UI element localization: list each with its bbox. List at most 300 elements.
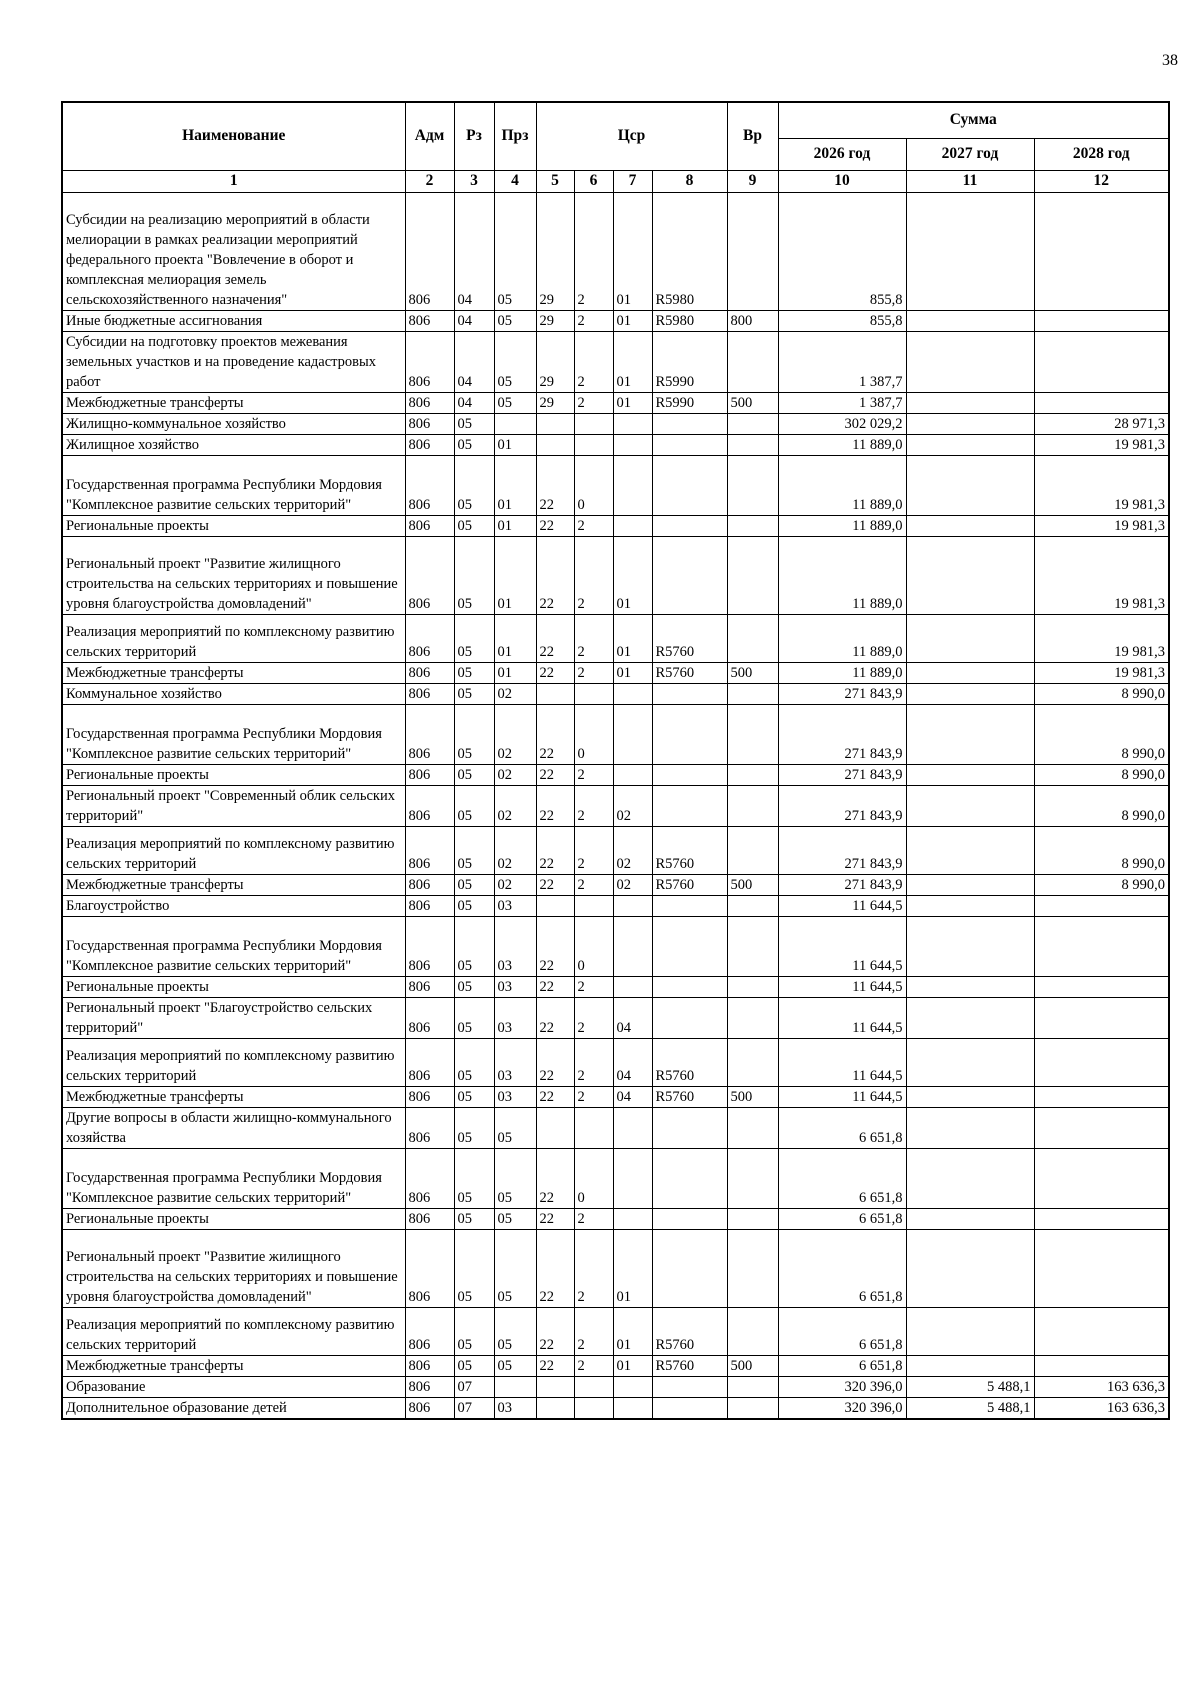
cell-prz: 03 <box>494 1038 536 1086</box>
cell-prz: 03 <box>494 997 536 1038</box>
cell-name: Субсидии на подготовку проектов межевания земельных участков и на проведение кадастровых работ <box>62 331 405 392</box>
cell-csr-direction <box>652 1229 727 1307</box>
table-row <box>62 1208 1169 1229</box>
cell-csr-type: 2 <box>574 1355 613 1376</box>
cell-csr-program: 22 <box>536 874 574 895</box>
cell-sum-2027: 5 488,1 <box>906 1397 1034 1419</box>
cell-csr-program: 22 <box>536 614 574 662</box>
cell-name: Межбюджетные трансферты <box>62 1355 405 1376</box>
cell-csr-type: 0 <box>574 1148 613 1208</box>
cell-csr-program <box>536 683 574 704</box>
cell-name: Государственная программа Республики Мордовия "Комплексное развитие сельских территорий" <box>62 455 405 515</box>
cell-sum-2028: 28 971,3 <box>1034 413 1169 434</box>
cell-sum-2026: 11 644,5 <box>778 1086 906 1107</box>
cell-name: Государственная программа Республики Мордовия "Комплексное развитие сельских территорий" <box>62 916 405 976</box>
cell-name: Образование <box>62 1376 405 1397</box>
cell-csr-direction: R5760 <box>652 614 727 662</box>
cell-csr-program: 29 <box>536 331 574 392</box>
cell-sum-2026: 302 029,2 <box>778 413 906 434</box>
cell-name: Межбюджетные трансферты <box>62 874 405 895</box>
cell-csr-program: 22 <box>536 515 574 536</box>
table-row <box>62 916 1169 976</box>
cell-name: Региональные проекты <box>62 764 405 785</box>
col-number: 10 <box>778 170 906 192</box>
cell-csr-program: 22 <box>536 1229 574 1307</box>
table-row <box>62 1148 1169 1208</box>
cell-csr-direction <box>652 764 727 785</box>
cell-sum-2026: 271 843,9 <box>778 704 906 764</box>
cell-csr-program: 22 <box>536 536 574 614</box>
cell-csr-direction: R5990 <box>652 331 727 392</box>
table-row <box>62 976 1169 997</box>
cell-csr-direction: R5760 <box>652 874 727 895</box>
cell-sum-2026: 6 651,8 <box>778 1148 906 1208</box>
cell-csr-program: 22 <box>536 826 574 874</box>
cell-csr-direction: R5760 <box>652 826 727 874</box>
table-row <box>62 331 1169 392</box>
cell-sum-2026: 11 889,0 <box>778 614 906 662</box>
table-row <box>62 1107 1169 1148</box>
cell-sum-2028 <box>1034 1086 1169 1107</box>
cell-rz: 05 <box>454 874 494 895</box>
cell-sum-2028 <box>1034 916 1169 976</box>
cell-sum-2028 <box>1034 192 1169 310</box>
cell-sum-2026: 11 889,0 <box>778 455 906 515</box>
cell-prz: 05 <box>494 1355 536 1376</box>
cell-sum-2028: 8 990,0 <box>1034 764 1169 785</box>
cell-csr-program: 22 <box>536 916 574 976</box>
table-header <box>62 102 1169 192</box>
table-row <box>62 536 1169 614</box>
cell-sum-2027 <box>906 192 1034 310</box>
cell-sum-2026: 1 387,7 <box>778 392 906 413</box>
cell-sum-2027 <box>906 614 1034 662</box>
cell-name: Субсидии на реализацию мероприятий в области мелиорации в рамках реализации мероприятий федерального проекта "Вовлечение в оборот и комплексная мелиорация земель сельскохозяйственного назначения" <box>62 192 405 310</box>
cell-vr <box>727 785 778 826</box>
cell-csr-type <box>574 683 613 704</box>
cell-csr-program: 22 <box>536 997 574 1038</box>
cell-sum-2026: 320 396,0 <box>778 1376 906 1397</box>
table-row <box>62 1307 1169 1355</box>
cell-prz: 03 <box>494 976 536 997</box>
cell-vr: 500 <box>727 1086 778 1107</box>
cell-csr-project: 01 <box>613 662 652 683</box>
header-year-2026: 2026 год <box>778 138 906 170</box>
cell-csr-direction <box>652 1397 727 1419</box>
cell-rz: 05 <box>454 764 494 785</box>
cell-sum-2028: 8 990,0 <box>1034 683 1169 704</box>
cell-prz: 02 <box>494 704 536 764</box>
cell-sum-2027 <box>906 1148 1034 1208</box>
cell-vr <box>727 455 778 515</box>
cell-adm: 806 <box>405 434 454 455</box>
cell-vr <box>727 1229 778 1307</box>
cell-csr-project: 02 <box>613 874 652 895</box>
cell-rz: 05 <box>454 1148 494 1208</box>
cell-rz: 05 <box>454 976 494 997</box>
cell-adm: 806 <box>405 1397 454 1419</box>
page-number: 38 <box>1162 52 1178 69</box>
col-number: 4 <box>494 170 536 192</box>
cell-csr-type: 2 <box>574 392 613 413</box>
cell-csr-type: 2 <box>574 515 613 536</box>
cell-csr-direction <box>652 704 727 764</box>
cell-sum-2028: 163 636,3 <box>1034 1397 1169 1419</box>
cell-prz <box>494 413 536 434</box>
cell-prz: 05 <box>494 1208 536 1229</box>
cell-prz: 05 <box>494 1148 536 1208</box>
cell-csr-project: 01 <box>613 310 652 331</box>
header-name: Наименование <box>62 102 405 170</box>
cell-sum-2027 <box>906 455 1034 515</box>
cell-csr-direction <box>652 1376 727 1397</box>
cell-sum-2028 <box>1034 1208 1169 1229</box>
col-number: 11 <box>906 170 1034 192</box>
cell-sum-2028 <box>1034 1038 1169 1086</box>
col-number: 7 <box>613 170 652 192</box>
header-rz: Рз <box>454 102 494 170</box>
cell-name: Иные бюджетные ассигнования <box>62 310 405 331</box>
cell-name: Реализация мероприятий по комплексному развитию сельских территорий <box>62 1307 405 1355</box>
cell-sum-2026: 6 651,8 <box>778 1307 906 1355</box>
cell-name: Благоустройство <box>62 895 405 916</box>
cell-csr-project <box>613 434 652 455</box>
cell-adm: 806 <box>405 976 454 997</box>
cell-csr-direction <box>652 895 727 916</box>
cell-rz: 05 <box>454 916 494 976</box>
cell-sum-2027 <box>906 434 1034 455</box>
cell-adm: 806 <box>405 1148 454 1208</box>
cell-csr-direction <box>652 455 727 515</box>
cell-csr-type: 2 <box>574 1038 613 1086</box>
cell-csr-type: 2 <box>574 614 613 662</box>
cell-sum-2026: 6 651,8 <box>778 1229 906 1307</box>
cell-adm: 806 <box>405 997 454 1038</box>
cell-prz: 05 <box>494 1107 536 1148</box>
cell-sum-2027 <box>906 413 1034 434</box>
table-row <box>62 997 1169 1038</box>
cell-sum-2028: 19 981,3 <box>1034 536 1169 614</box>
table-row <box>62 614 1169 662</box>
cell-csr-project <box>613 976 652 997</box>
cell-prz: 02 <box>494 826 536 874</box>
cell-rz: 05 <box>454 683 494 704</box>
cell-csr-program <box>536 1107 574 1148</box>
cell-csr-project: 01 <box>613 392 652 413</box>
cell-rz: 05 <box>454 1355 494 1376</box>
cell-rz: 05 <box>454 662 494 683</box>
cell-csr-type: 2 <box>574 1208 613 1229</box>
cell-vr <box>727 764 778 785</box>
cell-sum-2026: 6 651,8 <box>778 1208 906 1229</box>
cell-csr-type: 2 <box>574 785 613 826</box>
cell-csr-direction <box>652 785 727 826</box>
cell-rz: 05 <box>454 455 494 515</box>
cell-sum-2027 <box>906 916 1034 976</box>
cell-csr-program <box>536 413 574 434</box>
cell-vr: 800 <box>727 310 778 331</box>
cell-vr <box>727 683 778 704</box>
cell-rz: 05 <box>454 434 494 455</box>
cell-sum-2026: 320 396,0 <box>778 1397 906 1419</box>
cell-sum-2028 <box>1034 331 1169 392</box>
cell-vr <box>727 1208 778 1229</box>
table-row <box>62 1086 1169 1107</box>
cell-prz: 05 <box>494 192 536 310</box>
cell-sum-2027 <box>906 331 1034 392</box>
cell-csr-direction: R5760 <box>652 1086 727 1107</box>
cell-sum-2026: 271 843,9 <box>778 826 906 874</box>
cell-prz: 05 <box>494 1307 536 1355</box>
cell-sum-2028: 8 990,0 <box>1034 785 1169 826</box>
cell-csr-program: 29 <box>536 310 574 331</box>
cell-sum-2027 <box>906 764 1034 785</box>
col-number: 8 <box>652 170 727 192</box>
cell-rz: 05 <box>454 1038 494 1086</box>
cell-rz: 07 <box>454 1397 494 1419</box>
cell-vr: 500 <box>727 1355 778 1376</box>
cell-csr-type: 2 <box>574 764 613 785</box>
cell-adm: 806 <box>405 1376 454 1397</box>
table-row <box>62 515 1169 536</box>
cell-vr <box>727 515 778 536</box>
col-number: 6 <box>574 170 613 192</box>
cell-rz: 04 <box>454 331 494 392</box>
cell-rz: 05 <box>454 785 494 826</box>
cell-sum-2026: 11 644,5 <box>778 976 906 997</box>
table-row <box>62 826 1169 874</box>
cell-adm: 806 <box>405 1208 454 1229</box>
cell-csr-direction <box>652 997 727 1038</box>
cell-csr-project: 01 <box>613 1229 652 1307</box>
cell-csr-type <box>574 434 613 455</box>
cell-adm: 806 <box>405 1038 454 1086</box>
cell-csr-type: 2 <box>574 331 613 392</box>
cell-vr <box>727 192 778 310</box>
col-number: 2 <box>405 170 454 192</box>
cell-rz: 05 <box>454 515 494 536</box>
table-row <box>62 764 1169 785</box>
cell-prz: 05 <box>494 1229 536 1307</box>
cell-csr-program: 22 <box>536 785 574 826</box>
cell-adm: 806 <box>405 331 454 392</box>
table-row <box>62 1038 1169 1086</box>
cell-csr-type: 0 <box>574 704 613 764</box>
cell-vr <box>727 614 778 662</box>
cell-adm: 806 <box>405 683 454 704</box>
cell-csr-direction <box>652 1148 727 1208</box>
cell-sum-2028: 8 990,0 <box>1034 874 1169 895</box>
cell-csr-project <box>613 413 652 434</box>
cell-csr-project <box>613 1376 652 1397</box>
cell-prz: 02 <box>494 874 536 895</box>
cell-csr-direction <box>652 1107 727 1148</box>
table-body <box>62 192 1169 1419</box>
table-row <box>62 434 1169 455</box>
cell-adm: 806 <box>405 662 454 683</box>
cell-csr-project: 01 <box>613 192 652 310</box>
cell-csr-direction <box>652 1208 727 1229</box>
cell-prz: 05 <box>494 331 536 392</box>
cell-csr-type <box>574 895 613 916</box>
cell-csr-type: 0 <box>574 916 613 976</box>
cell-sum-2028: 163 636,3 <box>1034 1376 1169 1397</box>
cell-vr <box>727 1148 778 1208</box>
table-row <box>62 192 1169 310</box>
cell-prz: 05 <box>494 392 536 413</box>
cell-csr-type: 2 <box>574 1086 613 1107</box>
cell-sum-2027 <box>906 1038 1034 1086</box>
header-vr: Вр <box>727 102 778 170</box>
cell-sum-2028 <box>1034 1307 1169 1355</box>
cell-csr-program: 22 <box>536 662 574 683</box>
cell-rz: 05 <box>454 614 494 662</box>
cell-sum-2027 <box>906 515 1034 536</box>
cell-csr-type: 0 <box>574 455 613 515</box>
cell-rz: 04 <box>454 192 494 310</box>
table-row <box>62 662 1169 683</box>
cell-vr <box>727 413 778 434</box>
table-row <box>62 785 1169 826</box>
table-row <box>62 895 1169 916</box>
cell-name: Реализация мероприятий по комплексному развитию сельских территорий <box>62 614 405 662</box>
cell-vr <box>727 536 778 614</box>
cell-csr-project <box>613 704 652 764</box>
col-number: 5 <box>536 170 574 192</box>
cell-csr-program: 22 <box>536 1086 574 1107</box>
cell-csr-type: 2 <box>574 976 613 997</box>
col-number: 3 <box>454 170 494 192</box>
cell-csr-project: 04 <box>613 997 652 1038</box>
cell-adm: 806 <box>405 1355 454 1376</box>
cell-name: Региональный проект "Благоустройство сельских территорий" <box>62 997 405 1038</box>
cell-csr-direction: R5760 <box>652 1038 727 1086</box>
cell-sum-2028 <box>1034 1229 1169 1307</box>
cell-rz: 07 <box>454 1376 494 1397</box>
cell-vr <box>727 976 778 997</box>
cell-csr-direction <box>652 536 727 614</box>
header-csr: Цср <box>536 102 727 170</box>
cell-csr-type <box>574 1376 613 1397</box>
cell-csr-program: 22 <box>536 764 574 785</box>
cell-prz: 01 <box>494 434 536 455</box>
table-row <box>62 455 1169 515</box>
cell-adm: 806 <box>405 310 454 331</box>
cell-sum-2026: 6 651,8 <box>778 1107 906 1148</box>
cell-vr <box>727 1376 778 1397</box>
cell-sum-2026: 11 889,0 <box>778 515 906 536</box>
table-row <box>62 1397 1169 1419</box>
cell-csr-program <box>536 895 574 916</box>
cell-csr-project: 01 <box>613 1307 652 1355</box>
cell-prz <box>494 1376 536 1397</box>
table-row <box>62 413 1169 434</box>
cell-sum-2028: 19 981,3 <box>1034 614 1169 662</box>
cell-adm: 806 <box>405 1107 454 1148</box>
cell-sum-2026: 11 644,5 <box>778 916 906 976</box>
cell-name: Жилищное хозяйство <box>62 434 405 455</box>
cell-vr <box>727 997 778 1038</box>
cell-sum-2027: 5 488,1 <box>906 1376 1034 1397</box>
header-prz: Прз <box>494 102 536 170</box>
cell-vr <box>727 895 778 916</box>
cell-sum-2027 <box>906 826 1034 874</box>
cell-csr-project: 01 <box>613 1355 652 1376</box>
cell-csr-project <box>613 916 652 976</box>
cell-prz: 02 <box>494 764 536 785</box>
header-year-2028: 2028 год <box>1034 138 1169 170</box>
cell-sum-2027 <box>906 1086 1034 1107</box>
cell-rz: 05 <box>454 413 494 434</box>
cell-sum-2026: 271 843,9 <box>778 764 906 785</box>
cell-csr-project <box>613 1107 652 1148</box>
cell-sum-2028 <box>1034 1355 1169 1376</box>
table-row <box>62 1355 1169 1376</box>
cell-csr-project: 02 <box>613 785 652 826</box>
cell-name: Коммунальное хозяйство <box>62 683 405 704</box>
cell-csr-project <box>613 515 652 536</box>
cell-vr <box>727 1107 778 1148</box>
cell-csr-project: 01 <box>613 536 652 614</box>
cell-vr <box>727 1038 778 1086</box>
cell-sum-2026: 11 644,5 <box>778 895 906 916</box>
cell-sum-2026: 11 889,0 <box>778 536 906 614</box>
cell-csr-project: 04 <box>613 1086 652 1107</box>
cell-csr-direction <box>652 916 727 976</box>
cell-csr-type: 2 <box>574 536 613 614</box>
cell-vr <box>727 826 778 874</box>
cell-sum-2026: 1 387,7 <box>778 331 906 392</box>
cell-adm: 806 <box>405 895 454 916</box>
cell-adm: 806 <box>405 455 454 515</box>
table-row <box>62 1229 1169 1307</box>
cell-sum-2028: 19 981,3 <box>1034 515 1169 536</box>
cell-name: Дополнительное образование детей <box>62 1397 405 1419</box>
cell-adm: 806 <box>405 392 454 413</box>
cell-rz: 05 <box>454 536 494 614</box>
table-row <box>62 683 1169 704</box>
cell-adm: 806 <box>405 874 454 895</box>
cell-rz: 05 <box>454 1307 494 1355</box>
cell-csr-type: 2 <box>574 192 613 310</box>
cell-csr-program: 22 <box>536 1148 574 1208</box>
cell-adm: 806 <box>405 764 454 785</box>
header-adm: Адм <box>405 102 454 170</box>
cell-name: Государственная программа Республики Мордовия "Комплексное развитие сельских территорий" <box>62 704 405 764</box>
cell-name: Региональный проект "Развитие жилищного строительства на сельских территориях и повышение уровня благоустройства домовладений" <box>62 536 405 614</box>
cell-sum-2027 <box>906 683 1034 704</box>
cell-csr-project: 04 <box>613 1038 652 1086</box>
cell-csr-program: 22 <box>536 1307 574 1355</box>
cell-name: Реализация мероприятий по комплексному развитию сельских территорий <box>62 1038 405 1086</box>
cell-sum-2026: 271 843,9 <box>778 874 906 895</box>
cell-adm: 806 <box>405 515 454 536</box>
cell-csr-program <box>536 1376 574 1397</box>
cell-csr-type: 2 <box>574 997 613 1038</box>
cell-sum-2027 <box>906 704 1034 764</box>
cell-adm: 806 <box>405 536 454 614</box>
budget-table <box>61 101 1170 1420</box>
cell-adm: 806 <box>405 413 454 434</box>
cell-csr-direction: R5990 <box>652 392 727 413</box>
cell-csr-program <box>536 434 574 455</box>
cell-sum-2027 <box>906 662 1034 683</box>
cell-vr: 500 <box>727 662 778 683</box>
cell-prz: 02 <box>494 785 536 826</box>
cell-csr-program: 22 <box>536 976 574 997</box>
cell-csr-program: 22 <box>536 1355 574 1376</box>
cell-csr-type: 2 <box>574 1307 613 1355</box>
